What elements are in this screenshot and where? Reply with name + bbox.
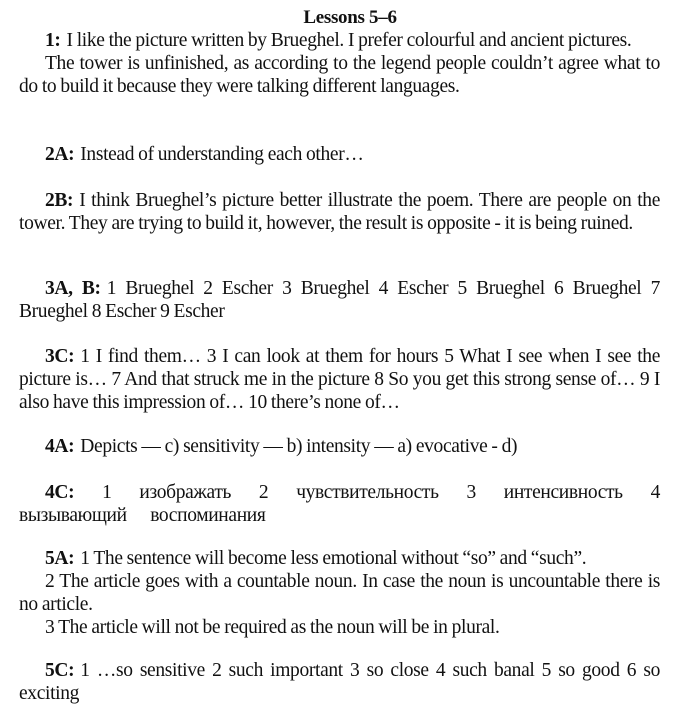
answer-2b-text: I think Brueghel’s picture better illustrate the poem. There are people on the tower. They are trying to build it, however, the result is opposite - it is being ruined. <box>19 190 660 234</box>
answer-3ab-para <box>19 277 660 323</box>
answer-3c-label: 3C: <box>45 346 75 367</box>
answer-2a-text: Instead of understanding each other… <box>80 144 364 165</box>
answer-2b-label: 2B: <box>45 190 74 211</box>
answer-3ab-text: 1 Brueghel 2 Escher 3 Brueghel 4 Escher 5 Brueghel 6 Brueghel 7 Brueghel 8 Escher 9 Escher <box>19 278 660 322</box>
answer-1-label: 1: <box>45 30 61 51</box>
answer-5a <box>19 547 660 639</box>
answer-5a-para-1 <box>19 547 660 570</box>
answer-3c-para <box>19 345 660 414</box>
answer-1 <box>19 29 660 98</box>
answer-5a-label: 5A: <box>45 548 75 569</box>
answer-4a-text: Depicts — c) sensitivity — b) intensity — a) evocative - d) <box>80 436 518 457</box>
answer-2a-label: 2A: <box>45 144 75 165</box>
answer-2a-para <box>19 143 660 166</box>
answer-4a-label: 4A: <box>45 436 75 457</box>
answer-1-para-1 <box>19 29 660 52</box>
answer-2b-para <box>19 189 660 235</box>
answer-3ab-label: 3A, B: <box>45 278 101 299</box>
answer-4a <box>19 435 660 458</box>
answer-5a-para-2: 2 The article goes with a countable noun. In case the noun is uncountable there is no article. <box>19 571 660 615</box>
answer-5c-text: 1 …so sensitive 2 such important 3 so close 4 such banal 5 so good 6 so exciting <box>19 660 660 704</box>
answer-5a-text-1: 1 The sentence will become less emotional without “so” and “such”. <box>80 548 587 569</box>
answer-4c-label: 4C: <box>45 482 75 503</box>
answer-5a-para-3: 3 The article will not be required as the noun will be in plural. <box>45 617 500 638</box>
answer-4c-para <box>19 481 660 527</box>
answer-1-para-2: The tower is unfinished, as according to the legend people couldn’t agree what to do to build it because they were talking different languages. <box>19 53 660 97</box>
answer-3c-text: 1 I find them… 3 I can look at them for hours 5 What I see when I see the picture is… 7 And that struck me in the picture 8 So you get this strong sense of… 9 I also have this impression of… 10 there’s none of… <box>19 346 660 413</box>
answer-4c <box>19 481 660 527</box>
page-title: Lessons 5–6 <box>303 7 397 28</box>
answer-4a-para <box>19 435 660 458</box>
answer-5c <box>19 659 660 705</box>
answer-3ab <box>19 277 660 323</box>
answer-3c <box>19 345 660 414</box>
answer-1-text-1: I like the picture written by Brueghel. I prefer colourful and ancient pictures. <box>66 30 632 51</box>
answer-2a <box>19 143 660 166</box>
answer-5c-label: 5C: <box>45 660 75 681</box>
answer-4c-text: 1 изображать 2 чувствительность 3 интенсивность 4 вызывающий воспоминания <box>19 482 660 526</box>
answer-5c-para <box>19 659 660 705</box>
answer-2b <box>19 189 660 235</box>
